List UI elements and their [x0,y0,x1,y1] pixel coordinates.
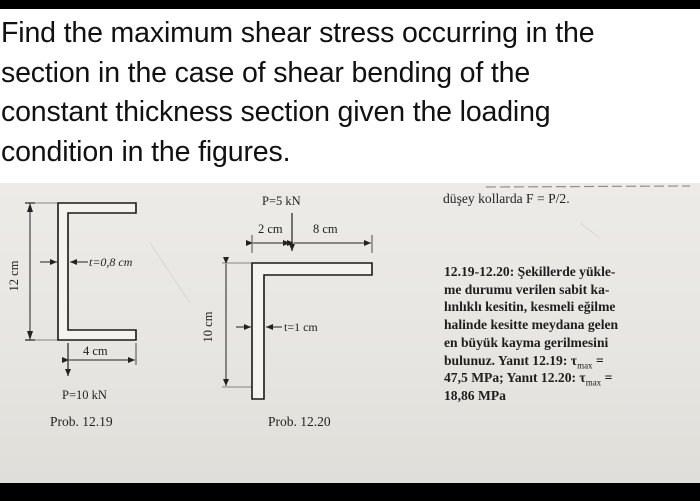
book-top-line: düşey kollarda F = P/2. [443,191,570,206]
answer-line-1: bulunuz. Yanıt 12.19: $\tau_{max}$ = [444,352,604,371]
fig1220-right-dim: 8 cm [313,222,338,236]
textbook-photo [0,183,700,483]
fig1220-caption: Prob. 12.20 [268,414,331,429]
problem-line-1: Şekillerde yükle- [517,264,616,279]
bottom-border [0,483,700,501]
fig1219-height-label: 12 cm [7,260,21,292]
fig1219-width-label: 4 cm [83,344,108,358]
problem-line-3: lınlıklı kesitin, kesmeli eğilme [444,299,616,315]
question-line-2: section in the case of shear bending of the [1,56,531,89]
book-problem-paragraph [444,263,694,405]
channel-section-outer [58,203,136,340]
fig1219-load-label: P=10 kN [62,388,107,402]
fig1220-height-label: 10 cm [201,311,215,343]
question-line-3: constant thickness section given the loading [1,96,551,128]
fig1220-load-label: P=5 kN [262,194,301,208]
fig1220-left-dim: 2 cm [258,222,283,236]
question-line-1: Find the maximum shear stress occurring in the [1,17,595,49]
figure-12-19 [7,203,136,429]
answer-line-2: 47,5 MPa; Yanıt 12.20: $\tau_{max}$ = [444,370,613,388]
problem-line-5: en büyük kayma gerilmesini [444,334,609,350]
problem-line-4: halinde kesitte meydana gelen [444,317,619,333]
fig1219-thickness-label: t=0,8 cm [89,255,133,269]
fig1219-caption: Prob. 12.19 [50,414,113,429]
answer-line-3: 18,86 MPa [444,387,506,403]
question-panel [0,9,700,183]
question-line-4: condition in the figures. [1,135,291,168]
figure-12-20 [201,194,372,429]
top-border [0,0,700,9]
problem-line-2: me durumu verilen sabit ka- [444,281,610,297]
question-text [1,14,699,172]
fig1220-thickness-label: t=1 cm [284,320,318,334]
problem-number: 12.19-12.20: [444,264,515,279]
